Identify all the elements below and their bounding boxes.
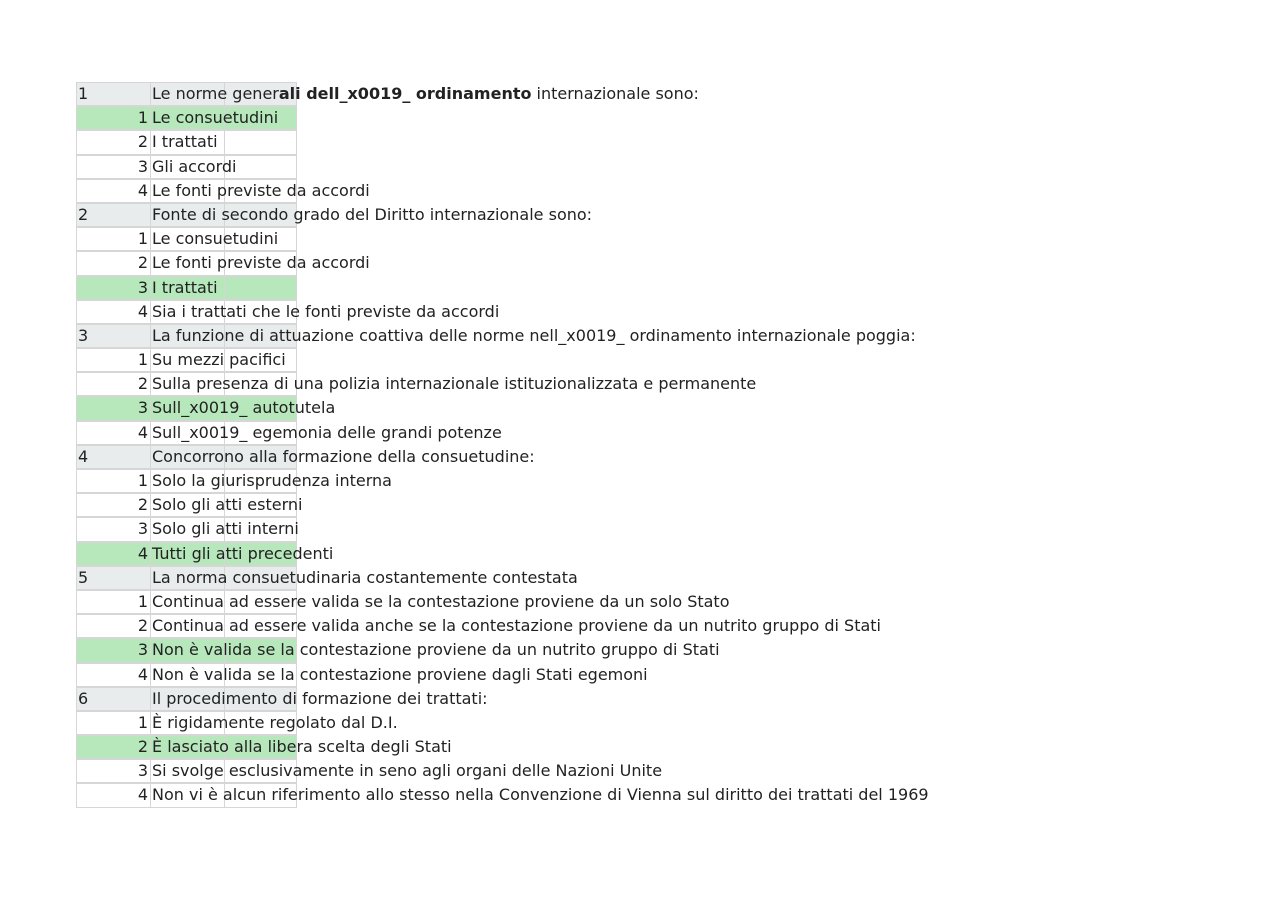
answer-row xyxy=(76,421,1256,445)
answer-text: Sull_x0019_ autotutela xyxy=(152,398,336,418)
answer-row xyxy=(76,276,1256,300)
answer-number: 4 xyxy=(137,664,148,684)
question-row xyxy=(76,82,1256,106)
quiz-sheet xyxy=(76,82,1256,808)
answer-number: 4 xyxy=(137,785,148,805)
answer-row xyxy=(76,493,1256,517)
answer-row xyxy=(76,155,1256,179)
answer-number: 4 xyxy=(137,180,148,200)
question-number: 3 xyxy=(78,325,89,345)
answer-row xyxy=(76,711,1256,735)
answer-number: 1 xyxy=(137,591,148,611)
question-row xyxy=(76,445,1256,469)
answer-text: Su mezzi pacifici xyxy=(152,350,286,370)
question-row xyxy=(76,687,1256,711)
answer-number: 4 xyxy=(137,422,148,442)
answer-text: È lasciato alla libera scelta degli Stati xyxy=(152,737,452,757)
answer-number: 2 xyxy=(137,132,148,152)
answer-row xyxy=(76,179,1256,203)
answer-number: 4 xyxy=(137,301,148,321)
answer-text: Sulla presenza di una polizia internazionale istituzionalizzata e permanente xyxy=(152,374,757,394)
answer-number: 2 xyxy=(137,495,148,515)
answer-row xyxy=(76,372,1256,396)
answer-row xyxy=(76,783,1256,807)
answer-number: 4 xyxy=(137,543,148,563)
answer-row xyxy=(76,396,1256,420)
question-number: 2 xyxy=(78,204,89,224)
answer-text: I trattati xyxy=(152,277,218,297)
answer-number: 1 xyxy=(137,712,148,732)
question-number: 4 xyxy=(78,446,89,466)
answer-number: 2 xyxy=(137,737,148,757)
answer-text: Continua ad essere valida se la contestazione proviene da un solo Stato xyxy=(152,591,730,611)
answer-text: Non vi è alcun riferimento allo stesso nella Convenzione di Vienna sul diritto dei trattati del 1969 xyxy=(152,785,929,805)
answer-text: Le fonti previste da accordi xyxy=(152,253,370,273)
question-text: La norma consuetudinaria costantemente contestata xyxy=(152,567,578,587)
question-row xyxy=(76,203,1256,227)
answer-text: Sia i trattati che le fonti previste da accordi xyxy=(152,301,500,321)
answer-number: 3 xyxy=(137,761,148,781)
answer-text: Solo la giurisprudenza interna xyxy=(152,471,392,490)
answer-text: Non è valida se la contestazione proviene dagli Stati egemoni xyxy=(152,664,648,684)
answer-row xyxy=(76,663,1256,687)
question-number: 6 xyxy=(78,688,89,708)
answer-text: Tutti gli atti precedenti xyxy=(152,543,334,563)
answer-text: Sull_x0019_ egemonia delle grandi potenze xyxy=(152,422,502,442)
answer-number: 3 xyxy=(137,398,148,418)
answer-text: Solo gli atti esterni xyxy=(152,495,303,515)
answer-row xyxy=(76,542,1256,566)
answer-text: Continua ad essere valida anche se la contestazione proviene da un nutrito gruppo di Stati xyxy=(152,616,881,636)
answer-row xyxy=(76,348,1256,372)
answer-text: Le consuetudini xyxy=(152,108,279,128)
answer-number: 3 xyxy=(137,640,148,660)
answer-text: Gli accordi xyxy=(152,156,237,176)
question-row xyxy=(76,324,1256,348)
answer-text: Non è valida se la contestazione proviene da un nutrito gruppo di Stati xyxy=(152,640,720,660)
answer-row xyxy=(76,300,1256,324)
question-text: Il procedimento di formazione dei trattati: xyxy=(152,688,488,708)
question-number: 1 xyxy=(78,84,89,103)
answer-text: I trattati xyxy=(152,132,218,152)
answer-number: 3 xyxy=(137,519,148,539)
question-number: 5 xyxy=(78,567,89,587)
answer-text: Le fonti previste da accordi xyxy=(152,180,370,200)
answer-number: 1 xyxy=(137,350,148,370)
answer-number: 1 xyxy=(137,229,148,249)
answer-row xyxy=(76,735,1256,759)
answer-text: È rigidamente regolato dal D.I. xyxy=(152,712,398,732)
answer-number: 3 xyxy=(137,156,148,176)
question-text: Concorrono alla formazione della consuetudine: xyxy=(152,446,535,466)
answer-row xyxy=(76,517,1256,541)
answer-row xyxy=(76,590,1256,614)
answer-number: 2 xyxy=(137,616,148,636)
answer-number: 3 xyxy=(137,277,148,297)
answer-row xyxy=(76,638,1256,662)
answer-row xyxy=(76,227,1256,251)
answer-row xyxy=(76,469,1256,493)
answer-row xyxy=(76,251,1256,275)
answer-number: 1 xyxy=(137,471,148,490)
question-text: La funzione di attuazione coattiva delle norme nell_x0019_ ordinamento internazionale poggia: xyxy=(152,325,916,345)
question-text: Le norme generali dell_x0019_ ordinamento internazionale sono: xyxy=(152,84,699,103)
question-text: Fonte di secondo grado del Diritto internazionale sono: xyxy=(152,204,593,224)
answer-row xyxy=(76,614,1256,638)
answer-number: 2 xyxy=(137,374,148,394)
answer-text: Solo gli atti interni xyxy=(152,519,299,539)
answer-number: 2 xyxy=(137,253,148,273)
answer-number: 1 xyxy=(137,108,148,128)
answer-row xyxy=(76,759,1256,783)
answer-text: Le consuetudini xyxy=(152,229,279,249)
answer-row xyxy=(76,130,1256,154)
question-row xyxy=(76,566,1256,590)
answer-text: Si svolge esclusivamente in seno agli organi delle Nazioni Unite xyxy=(152,761,663,781)
answer-row xyxy=(76,106,1256,130)
